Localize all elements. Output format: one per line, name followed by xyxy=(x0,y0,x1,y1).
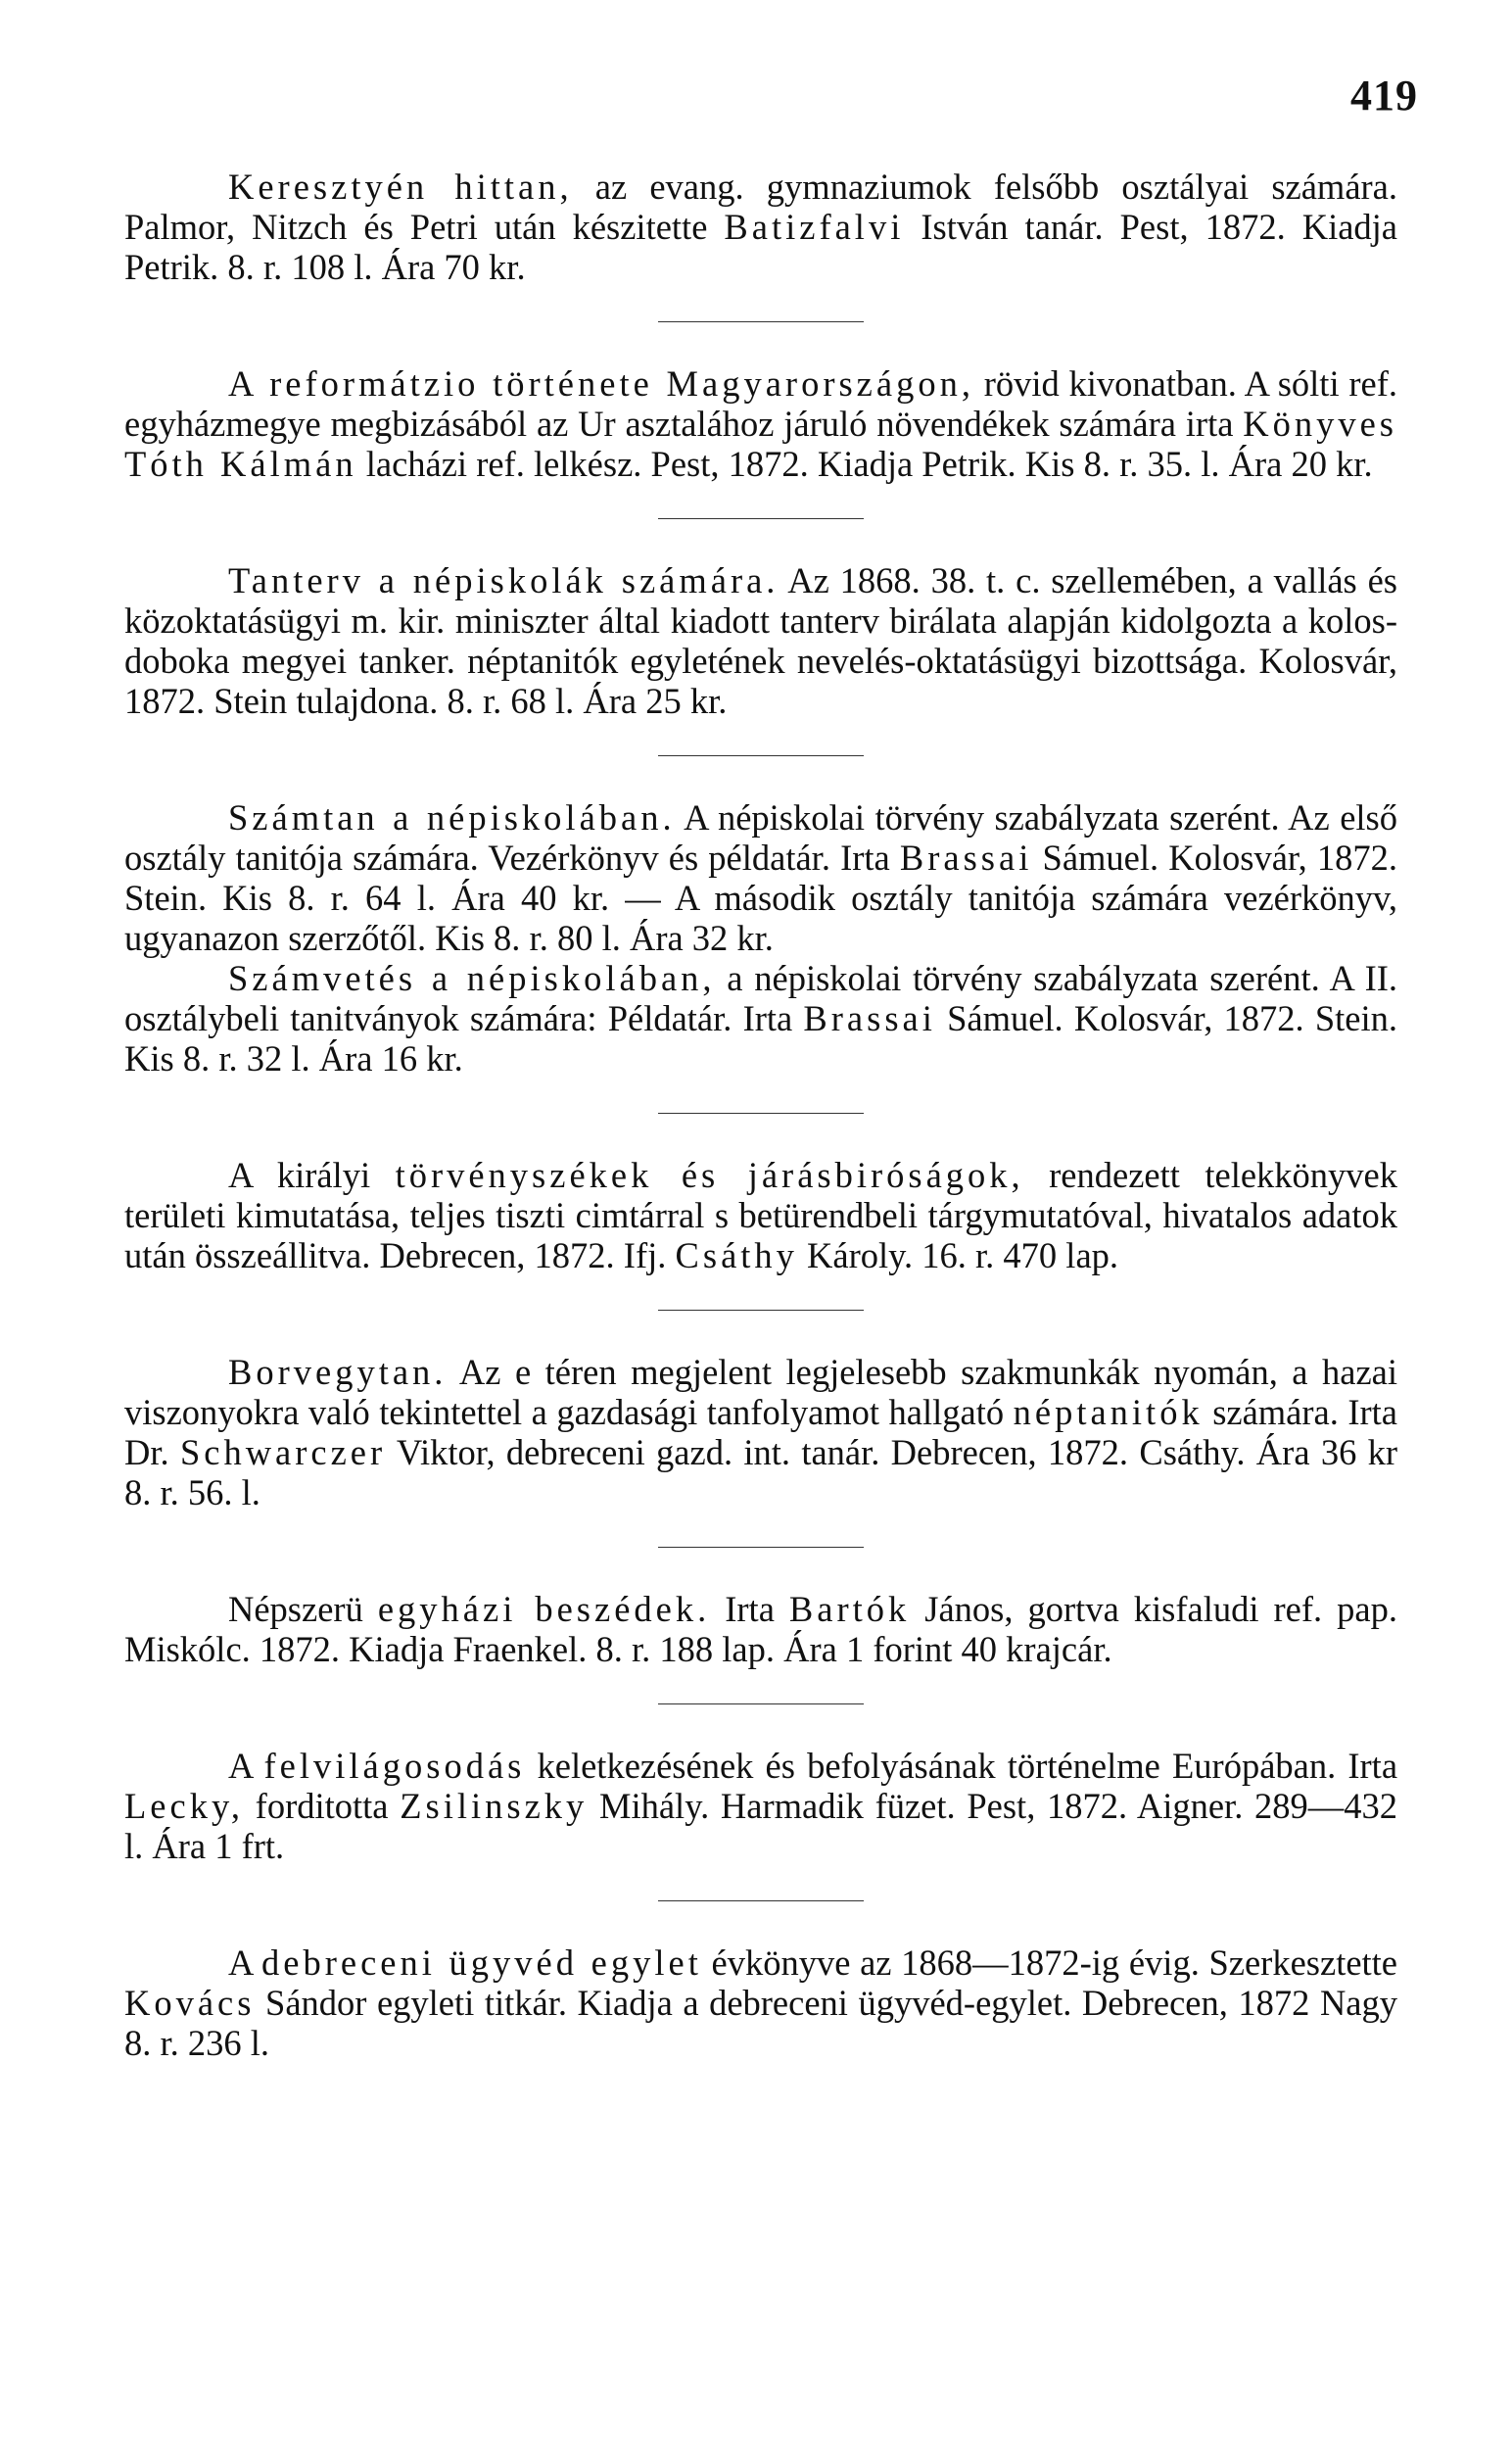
entry-author: Lecky, xyxy=(124,1786,244,1826)
entry-tail: Károly. 16. r. 470 lap. xyxy=(807,1235,1119,1275)
entry-pre: Népszerü xyxy=(228,1589,363,1629)
entry-author: Batizfalvi xyxy=(724,207,905,247)
entry-szamvetes xyxy=(124,958,1397,1079)
entry-body: az evang. gymnaziumok felsőbb osztályai számára. Palmor, Nitzch és Petri után készitette xyxy=(124,167,1398,247)
entry-body: Irta xyxy=(725,1589,775,1629)
entry-title: egyházi beszédek. xyxy=(377,1589,711,1629)
entry-tail: Sámuel. Kolosvár, 1872. Stein. Kis 8. r. 64 l. Ára 40 kr. xyxy=(124,838,1398,918)
entry-body-2: forditotta xyxy=(255,1786,389,1826)
divider xyxy=(658,321,864,322)
entry-tail: Sándor egyleti titkár. Kiadja a debreceni ügyvéd-egylet. Debrecen, 1872 Nagy 8. r. 236 l. xyxy=(124,1983,1398,2063)
entry-title: törvényszékek és járásbiróságok, xyxy=(395,1155,1024,1195)
entry-title: felvilágosodás xyxy=(263,1746,526,1786)
entry-nepszeru xyxy=(124,1589,1397,1669)
entry-title: Számtan a népiskolában. xyxy=(228,797,676,838)
divider xyxy=(658,1113,864,1114)
entry-title: Tanterv a népiskolák számára. xyxy=(228,560,780,600)
entry-author: Brassai xyxy=(803,998,936,1038)
entry-felvilagosodas xyxy=(124,1746,1397,1866)
divider xyxy=(658,1310,864,1311)
entry-tail: János, gortva kisfaludi ref. pap. Miskólc. 1872. Kiadja Fraenkel. 8. r. 188 lap. Ára 1 forint 40 krajcár. xyxy=(124,1589,1398,1669)
entry-author: Brassai xyxy=(899,838,1033,878)
entry-author: Bartók xyxy=(788,1589,911,1629)
entry-pre: A xyxy=(228,1942,253,1983)
entry-pre: A királyi xyxy=(228,1155,371,1195)
entry-body: a népiskolai törvény szabályzata szerént. A II. osztálybeli tanitványok számára: Példatár. Irta xyxy=(124,958,1398,1038)
entry-author: Könyves Tóth Kálmán xyxy=(124,404,1398,484)
entry-body: A népiskolai törvény szabályzata szerént. Az első osztály tanitója számára. Vezérkönyv és példatár. Irta xyxy=(124,797,1397,878)
entry-body: Az e téren megjelent legjelesebb szakmunkák nyomán, a hazai viszonyokra való tekintettel a gazdasági tanfolyamot hallgató xyxy=(124,1352,1397,1432)
page-number: 419 xyxy=(1350,72,1418,120)
entry-body: rövid kivonatban. A sólti ref. egyházmegye megbizásából az Ur asztalához járuló növendékek számára irta xyxy=(124,363,1397,444)
entry-tail: Viktor, debreceni gazd. int. tanár. Debrecen, 1872. Csáthy. Ára 36 kr 8. r. 56. l. xyxy=(124,1432,1398,1512)
divider xyxy=(658,755,864,756)
entry-title: A reformátzio története Magyarországon, xyxy=(228,363,974,404)
entry-title: debreceni ügyvéd egylet xyxy=(261,1942,702,1983)
entry-kiralyi xyxy=(124,1155,1397,1275)
entry-body: keletkezésének és befolyásának történelme Európában. Irta xyxy=(537,1746,1398,1786)
entry-title: Borvegytan. xyxy=(228,1352,448,1392)
entry-reformatzio xyxy=(124,363,1397,484)
divider xyxy=(658,1900,864,1901)
entry-borvegytan xyxy=(124,1352,1397,1512)
entry-author: Csáthy xyxy=(675,1235,798,1275)
entry-spaced-word: néptanitók xyxy=(1013,1392,1204,1432)
divider xyxy=(658,518,864,519)
entry-title: Számvetés a népiskolában, xyxy=(228,958,716,998)
divider xyxy=(658,1703,864,1704)
entry-body: évkönyve az 1868—1872-ig évig. Szerkesztette xyxy=(711,1942,1398,1983)
entry-pre: A xyxy=(228,1746,253,1786)
entry-tanterv xyxy=(124,560,1397,721)
entry-debreceni xyxy=(124,1942,1397,2063)
entry-author: Kovács xyxy=(124,1983,256,2023)
entry-body: rendezett telekkönyvek területi kimutatása, teljes tiszti cimtárral s betürendbeli tárgymutatóval, hivatalos adatok után összeállitva. Debrecen, 1872. Ifj. xyxy=(124,1155,1397,1275)
entry-author: Schwarczer xyxy=(179,1432,387,1472)
entry-continuation: — A második osztály tanitója számára vezérkönyv, ugyanazon szerzőtől. Kis 8. r. 80 l. Ára 32 kr. xyxy=(124,878,1398,958)
entry-body: Az 1868. 38. t. c. szellemében, a vallás és közoktatásügyi m. kir. miniszter által kiadott tanterv birálata alapján kidolgozta a kolos-doboka megyei tanker. néptanitók egyletének nevelés-oktatásügyi bizottsága. Kolosvár, 1872. Stein tulajdona. 8. r. 68 l. Ára 25 kr. xyxy=(124,560,1397,721)
entry-title: Keresztyén hittan, xyxy=(228,167,573,207)
entry-tail: Sámuel. Kolosvár, 1872. Stein. Kis 8. r. 32 l. Ára 16 kr. xyxy=(124,998,1397,1079)
entry-author-2: Zsilinszky xyxy=(400,1786,589,1826)
page-content xyxy=(124,167,1397,2063)
entry-tail: Mihály. Harmadik füzet. Pest, 1872. Aigner. 289—432 l. Ára 1 frt. xyxy=(124,1786,1398,1866)
divider xyxy=(658,1547,864,1548)
entry-tail: lacházi ref. lelkész. Pest, 1872. Kiadja Petrik. Kis 8. r. 35. l. Ára 20 kr. xyxy=(365,444,1373,484)
entry-szamtan xyxy=(124,797,1397,958)
entry-body-2: számára. Irta Dr. xyxy=(124,1392,1397,1472)
entry-keresztyen xyxy=(124,167,1397,287)
entry-tail: István tanár. Pest, 1872. Kiadja Petrik. 8. r. 108 l. Ára 70 kr. xyxy=(124,207,1398,287)
